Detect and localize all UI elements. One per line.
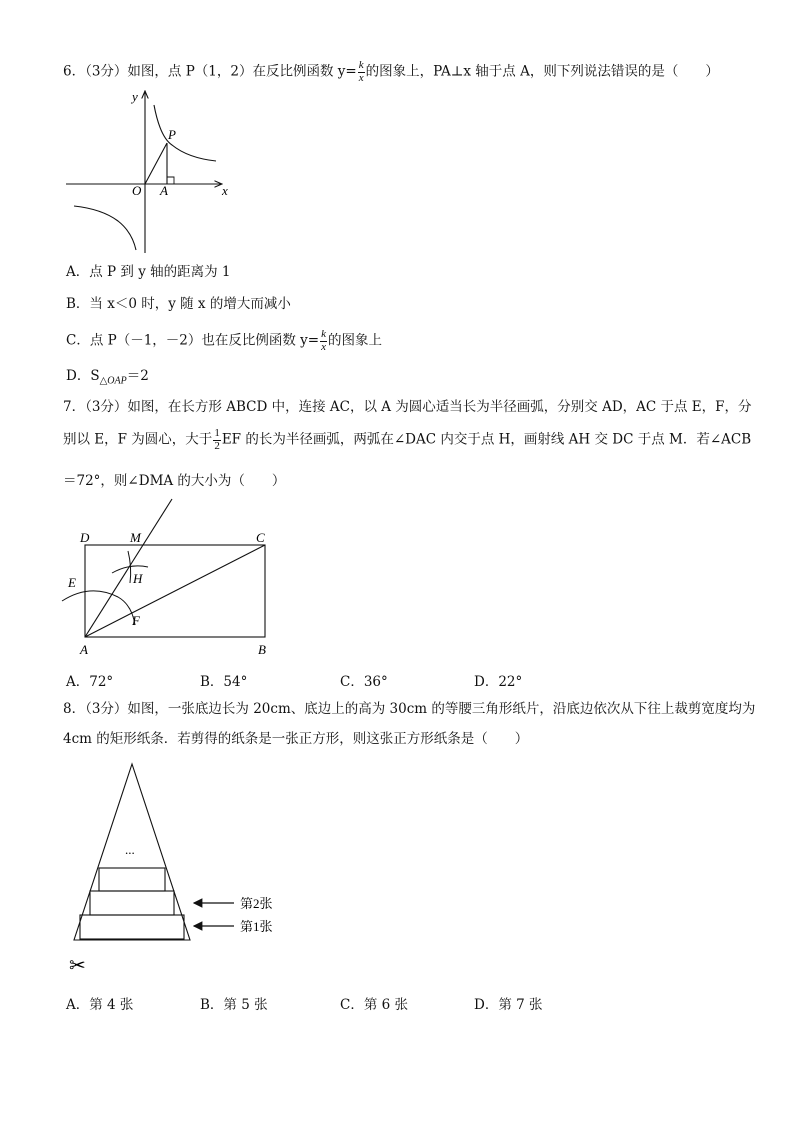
q7-label-c: C bbox=[256, 530, 265, 545]
q7-option-c: C．36° bbox=[340, 674, 388, 690]
q6-option-c-frac-den: x bbox=[321, 340, 327, 353]
q6-option-c bbox=[66, 329, 382, 353]
q7-ray-ah bbox=[85, 499, 172, 637]
q8-option-c: C．第 6 张 bbox=[340, 997, 409, 1013]
q7-option-a: A．72° bbox=[66, 674, 114, 690]
q7-label-b: B bbox=[258, 642, 266, 657]
q6-right-angle-mark bbox=[167, 177, 174, 184]
q7-label-m: M bbox=[130, 530, 141, 545]
q7-label-h: H bbox=[133, 571, 143, 586]
q6-segment-op bbox=[145, 143, 167, 184]
q6-stem bbox=[63, 60, 719, 84]
q7-label-a: A bbox=[80, 642, 88, 657]
q6-option-c-frac-num: k bbox=[321, 328, 327, 340]
q6-frac-num: k bbox=[358, 59, 364, 71]
q6-option-d-sub: △OAP bbox=[99, 375, 127, 387]
q6-hyperbola-branch-2 bbox=[74, 206, 136, 250]
q7-fraction bbox=[213, 428, 221, 452]
q7-label-f: F bbox=[132, 613, 140, 628]
q8-line-2: 4cm 的矩形纸条．若剪得的纸条是一张正方形，则这张正方形纸条是（ ） bbox=[63, 731, 529, 747]
q7-line-2 bbox=[63, 428, 751, 452]
q6-option-c-part2: 的图象上 bbox=[328, 332, 383, 349]
q7-arc-ef bbox=[62, 591, 135, 625]
q7-label-d: D bbox=[80, 530, 90, 545]
q6-label-x: x bbox=[222, 183, 228, 198]
q7-figure bbox=[60, 495, 290, 663]
q6-label-a: A bbox=[160, 183, 168, 198]
q7-line-3: ＝72°，则∠DMA 的大小为（ ） bbox=[63, 473, 286, 489]
q6-stem-part1: 6．（3分）如图，点 P（1，2）在反比例函数 y= bbox=[63, 63, 357, 80]
q7-option-d: D．22° bbox=[474, 674, 523, 690]
q8-strip-2 bbox=[90, 891, 174, 915]
q8-label-1: 第1张 bbox=[240, 919, 273, 934]
q6-fraction bbox=[358, 60, 365, 84]
q6-label-p: P bbox=[168, 127, 176, 142]
q6-option-a: A．点 P 到 y 轴的距离为 1 bbox=[66, 264, 231, 280]
q7-frac-den: 2 bbox=[214, 439, 220, 452]
q7-label-e: E bbox=[68, 575, 76, 590]
q8-option-d: D．第 7 张 bbox=[474, 997, 543, 1013]
q6-option-c-part1: C．点 P（－1，－2）也在反比例函数 y= bbox=[66, 332, 320, 349]
q8-strip-1 bbox=[80, 915, 184, 939]
q8-option-b: B．第 5 张 bbox=[200, 997, 268, 1013]
q6-stem-part2: 的图象上，PA⊥x 轴于点 A，则下列说法错误的是（ ） bbox=[365, 63, 719, 80]
q6-label-y: y bbox=[132, 89, 138, 104]
q8-option-a: A．第 4 张 bbox=[66, 997, 134, 1013]
q8-figure bbox=[60, 758, 290, 980]
q7-line-1: 7．（3分）如图，在长方形 ABCD 中，连接 AC，以 A 为圆心适当长为半径画弧，分别交 AD，AC 于点 E，F，分 bbox=[63, 399, 752, 415]
q8-ellipsis: ... bbox=[125, 842, 135, 857]
q7-frac-num: 1 bbox=[214, 427, 220, 439]
q7-line-2-part1: 别以 E，F 为圆心，大于 bbox=[63, 431, 213, 448]
q7-arc-from-f bbox=[112, 566, 148, 573]
q8-label-2: 第2张 bbox=[240, 896, 273, 911]
q8-strip-3 bbox=[99, 868, 165, 891]
q6-label-o: O bbox=[132, 183, 142, 198]
q6-figure bbox=[60, 85, 240, 257]
q6-frac-den: x bbox=[358, 71, 364, 84]
q6-hyperbola-branch-1 bbox=[154, 105, 216, 161]
q6-option-c-fraction bbox=[320, 329, 327, 353]
q6-option-d-prefix: D．S bbox=[66, 368, 100, 384]
q6-option-d bbox=[66, 370, 149, 387]
q7-option-b: B．54° bbox=[200, 674, 248, 690]
scissors-icon: ✂ bbox=[69, 955, 86, 977]
q6-option-b: B．当 x＜0 时，y 随 x 的增大而减小 bbox=[66, 296, 291, 312]
q6-option-d-suffix: ＝2 bbox=[126, 368, 149, 384]
q8-line-1: 8．（3分）如图，一张底边长为 20cm、底边上的高为 30cm 的等腰三角形纸片，沿底边依次从下往上裁剪宽度均为 bbox=[63, 701, 756, 717]
q7-line-2-part2: EF 的长为半径画弧，两弧在∠DAC 内交于点 H，画射线 AH 交 DC 于点 M．若∠ACB bbox=[221, 431, 752, 448]
q7-diagonal-ac bbox=[85, 545, 265, 637]
